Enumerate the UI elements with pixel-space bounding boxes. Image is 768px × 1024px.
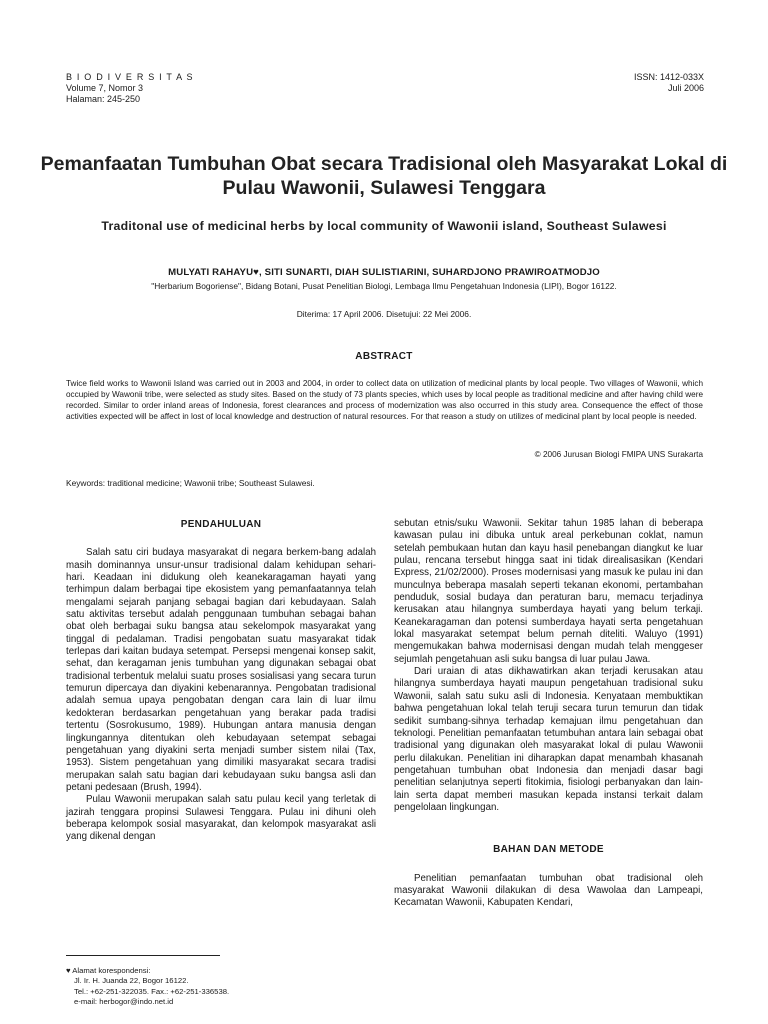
journal-pages: Halaman: 245-250 <box>66 94 141 104</box>
correspondence-footnote <box>66 966 229 1008</box>
footnote-address: Jl. Ir. H. Juanda 22, Bogor 16122. <box>74 976 189 986</box>
journal-header <box>66 72 194 105</box>
paper-title: Pemanfaatan Tumbuhan Obat secara Tradisional oleh Masyarakat Lokal di Pulau Wawonii, Sulawesi Tenggara <box>40 153 728 199</box>
issue-date: Juli 2006 <box>667 83 704 93</box>
footnote-phone: Tel.: +62-251-322035. Fax.: +62-251-336538. <box>74 986 230 996</box>
right-column <box>394 518 703 910</box>
section-heading-pendahuluan: PENDAHULUAN <box>180 519 262 530</box>
submission-dates: Diterima: 17 April 2006. Disetujui: 22 Mei 2006. <box>296 309 472 319</box>
issn: ISSN: 1412-033X <box>633 72 704 82</box>
footnote-label: ♥ Alamat korespondensi: <box>66 966 151 975</box>
body-paragraph: Salah satu ciri budaya masyarakat di negara berkem-bang adalah masih dominannya unsur-unsur tradisional dalam kehidupan sehari-hari. Keadaan ini didukung oleh keanekaragaman hayati yang terhimpun dalam berbagai tipe ekosistem yang pemanfaatannya telah mengalami sejarah panjang sebagai bagian dari kebudayaan. Salah satu aktivitas tersebut adalah penggunaan tumbuhan sebagai bahan obat oleh berbagai suku bangsa atau sekelompok masyarakat yang tinggal di pedalaman. Tradisi pengobatan suatu masyarakat tidak terlepas dari kaitan budaya setempat. Persepsi mengenai konsep sakit, sehat, dan keragaman jenis tumbuhan yang digunakan sebagai obat tradisional terbentuk melalui suatu proses sosialisasi yang secara turun temurun dipercaya dan diyakini kebenarannya. Pengobatan tradisional adalah semua upaya pengobatan dengan cara lain di luar ilmu kedokteran berdasarkan pengetahuan yang berakar pada tradisi tertentu (Sosrokusumo, 1989). Hubungan antara manusia dengan lingkungannya ditentukan oleh kebudayaan setempat sebagai pengetahuan yang diyakini serta menjadi sumber sistem nilai (Tax, 1953). Sistem pengetahuan yang dimiliki masyarakat secara tradisi merupakan salah satu bagian dari kebudayaan suku bangsa asli dan petani pedesaan (Brush, 1994). <box>66 547 376 793</box>
body-paragraph: Penelitian pemanfaatan tumbuhan obat tradisional oleh masyarakat Wawonii dilakukan di desa Wawolaa dan Lampeapi, Kecamatan Wawonii, Kabupaten Kendari, <box>394 872 703 909</box>
abstract-text: Twice field works to Wawonii Island was carried out in 2003 and 2004, in order to collect data on utilization of medicinal plants by local people. Two villages of Wawonii, which occupied by Wawonii tribe, were selected as study sites. Based on the study of 73 plants species, which uses by local people as traditional medicine and after having child were recorded. Similar to order inland areas of Indonesia, forest clearances and process of modernization was also occurred in this study area. Consequence the effect of those activities expected will be affect in lost of local knowledge and destruction of natural resources. For that reason a study on utilizes of medicinal plant by local people is needed. <box>66 379 703 421</box>
body-paragraph: sebutan etnis/suku Wawonii. Sekitar tahun 1985 lahan di beberapa kawasan pulau ini dibuka untuk areal perkebunan coklat, namun setelah pembukaan hutan dan kayu hasil penebangan diangkut ke luar pulau, rencana tersebut hingga saat ini tidak direalisasikan (Kendari Express, 21/02/2000). Proses modernisasi yang masuk ke pulau ini dan munculnya beberapa masalah seperti tekanan ekonomi, pertambahan penduduk, sosial budaya dan peraturan baru, memacu terjadinya kerusakan atau hilangnya sumberdaya hayati yang belum terkaji. Keanekaragaman dan potensi sumberdaya hayati serta pengetahuan lokal masyarakat setempat belum pernah diteliti. Waluyo (1991) mengemukakan bahwa modernisasi dengan mudah telah menggeser sejumlah pengetahuan asli suku bangsa di luar pulau Jawa. <box>394 518 703 665</box>
issn-block <box>634 72 704 94</box>
paper-title-english: Traditonal use of medicinal herbs by local community of Wawonii island, Southeast Sulawesi <box>101 219 667 233</box>
abstract-heading: ABSTRACT <box>355 351 413 362</box>
authors: MULYATI RAHAYU♥, SITI SUNARTI, DIAH SULISTIARINI, SUHARDJONO PRAWIROATMODJO <box>168 267 600 278</box>
affiliation: "Herbarium Bogoriense", Bidang Botani, Pusat Penelitian Biologi, Lembaga Ilmu Pengetahuan Indonesia (LIPI), Bogor 16122. <box>151 281 617 291</box>
body-paragraph: Dari uraian di atas dikhawatirkan akan terjadi kerusakan atau hilangnya sumberdaya hayati maupun pengetahuan tradisional suku Wawonii, salah satu suku asli di Indonesia. Kenyataan membuktikan bahwa pengetahuan lokal telah teruji secara turun temurun dan tidak sedikit sumbang-sihnya terhadap kemajuan ilmu pengetahuan dan teknologi. Penelitian pemanfaatan tetumbuhan antara lain sebagai obat tradisional yang digunakan oleh masyarakat lokal di pulau Wawonii perlu dilakukan. Penelitian ini diharapkan dapat menambah khasanah pengetahuan tumbuhan obat Indonesia dan menjadi dasar bagi penelitian selanjutnya seperti fitokimia, fisiologi perbanyakan dan lain-lain serta dapat memberi masukan kepada instansi terkait dalam pengelolaan lingkungan. <box>394 666 703 813</box>
section-heading-bahan-dan-metode: BAHAN DAN METODE <box>493 844 604 856</box>
keywords: Keywords: traditional medicine; Wawonii tribe; Southeast Sulawesi. <box>66 478 315 488</box>
journal-volume: Volume 7, Nomor 3 <box>66 83 144 93</box>
footnote-rule <box>66 955 220 956</box>
journal-name: B I O D I V E R S I T A S <box>66 72 194 82</box>
left-column <box>66 519 376 844</box>
footnote-email: e-mail: herbogor@indo.net.id <box>74 997 174 1007</box>
copyright: © 2006 Jurusan Biologi FMIPA UNS Surakarta <box>534 450 703 459</box>
body-paragraph: Pulau Wawonii merupakan salah satu pulau kecil yang terletak di jazirah tenggara propinsi Sulawesi Tenggara. Pulau ini dihuni oleh beberapa kelompok sosial masyarakat, dan kelompok masyarakat asli yang dikenal dengan <box>66 794 376 843</box>
